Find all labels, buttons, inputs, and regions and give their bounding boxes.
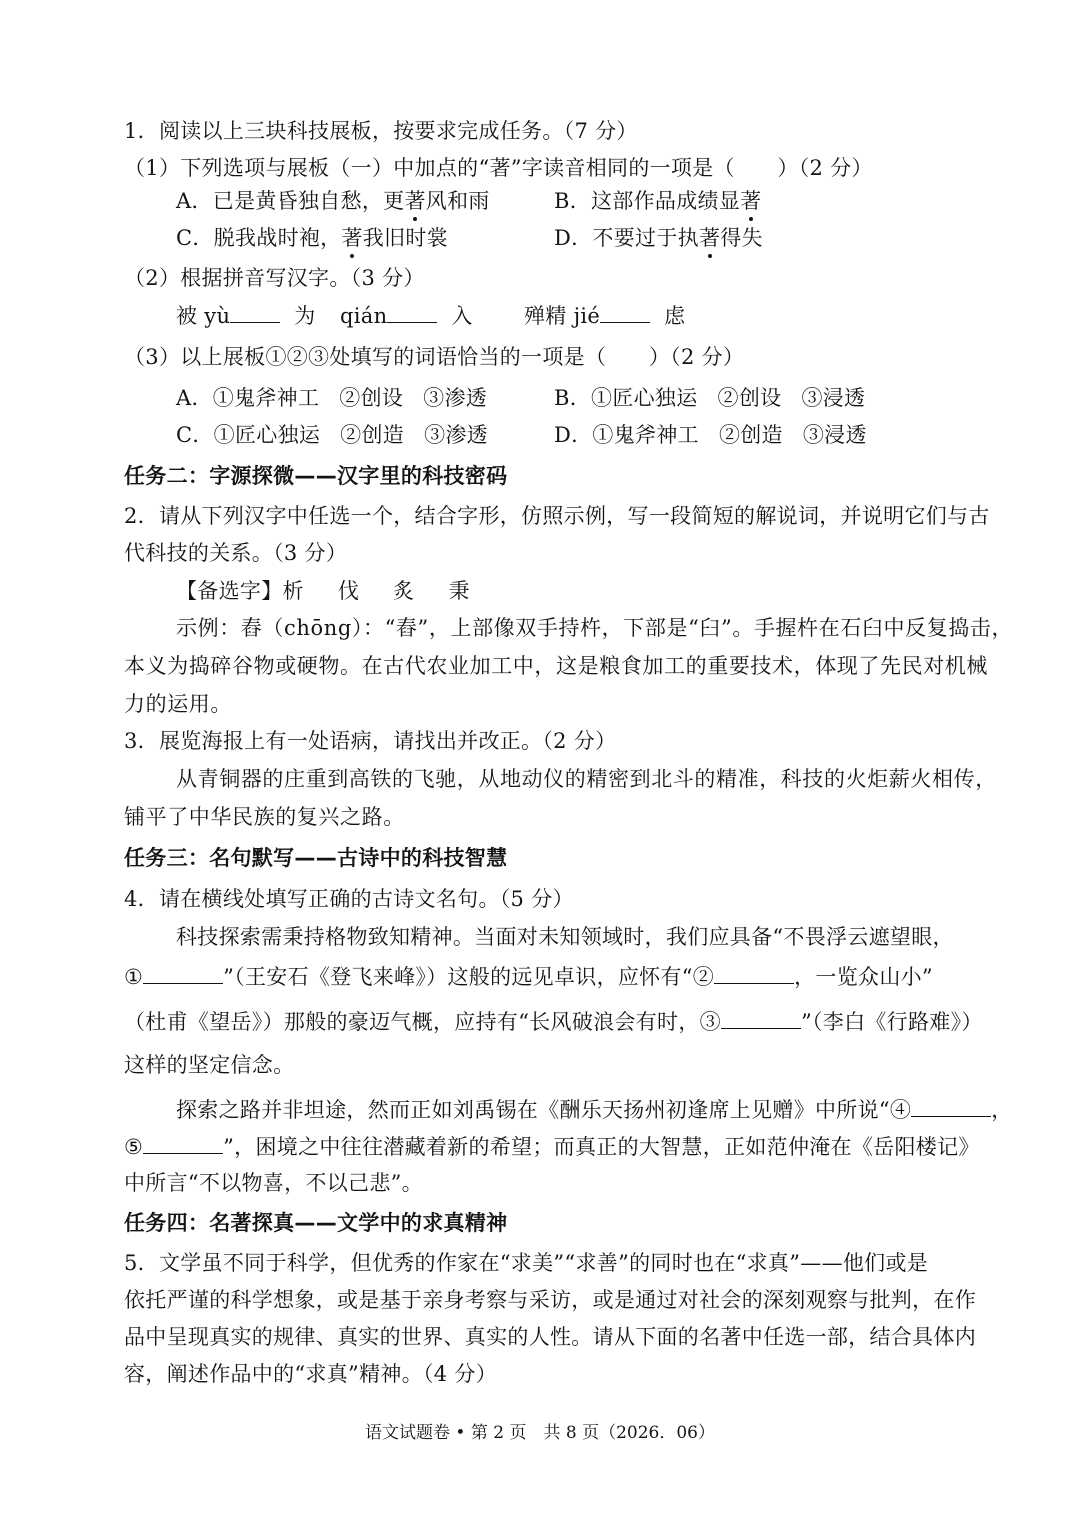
option-text: ②创造 [718, 423, 783, 447]
option-1-3-a [176, 383, 487, 413]
task-2-heading: 任务二：字源探微——汉字里的科技密码 [124, 464, 508, 488]
question-1-stem: 1．阅读以上三块科技展板，按要求完成任务。（7 分） [124, 119, 638, 143]
pinyin-item-3 [524, 301, 685, 331]
task-4-heading: 任务四：名著探真——文学中的求真精神 [124, 1211, 508, 1235]
question-4-p1-line-3 [124, 1007, 983, 1037]
option-text: D．①鬼斧神工 [554, 423, 699, 447]
example-line-1: 示例：舂（chōng）：“舂”，上部像双手持杵，下部是“臼”。手握杵在石臼中反复捣击， [176, 616, 1014, 640]
example-line-2: 本义为捣碎谷物或硬物。在古代农业加工中，这是粮食加工的重要技术，体现了先民对机械 [124, 654, 988, 678]
candidate-characters [176, 576, 470, 606]
question-5-line-1: 5．文学虽不同于科学，但优秀的作家在“求美”“求善”的同时也在“求真”——他们或是 [124, 1251, 929, 1275]
answer-blank[interactable] [230, 302, 280, 323]
option-text: 我旧时裳 [362, 226, 448, 250]
question-4-p1-line-4: 这样的坚定信念。 [124, 1053, 295, 1077]
answer-blank[interactable] [143, 1133, 223, 1154]
option-text: A．已是黄昏独自愁，更 [176, 189, 405, 213]
candidate-char: 炙 [393, 579, 415, 603]
question-4-p1-line-1: 科技探索需秉持格物致知精神。当面对未知领域时，我们应具备“不畏浮云遮望眼， [176, 925, 954, 949]
option-text: A．①鬼斧神工 [176, 386, 320, 410]
option-text: C．①匠心独运 [176, 423, 321, 447]
passage-text: （杜甫《望岳》）那般的豪迈气概，应持有“长风破浪会有时，③ [124, 1010, 721, 1034]
question-5-line-3: 品中呈现真实的规律、真实的世界、真实的人性。请从下面的名著中任选一部，结合具体内 [124, 1325, 976, 1349]
passage-text: ”（李白《行路难》） [800, 1010, 983, 1034]
blank-number: ① [124, 965, 144, 989]
answer-blank[interactable] [721, 1008, 801, 1029]
question-4-stem: 4．请在横线处填写正确的古诗文名句。（5 分） [124, 887, 574, 911]
passage-text: ”，困境之中往往潜藏着新的希望；而真正的大智慧，正如范仲淹在《岳阳楼记》 [223, 1135, 980, 1159]
question-4-p2-line-2 [124, 1132, 980, 1162]
example-line-3: 力的运用。 [124, 692, 232, 716]
option-1-3-b [554, 383, 865, 413]
answer-blank[interactable] [911, 1096, 991, 1117]
question-1-3-stem: （3）以上展板①②③处填写的词语恰当的一项是（ ）（2 分） [124, 345, 745, 369]
answer-blank[interactable] [387, 302, 437, 323]
task-3-heading: 任务三：名句默写——古诗中的科技智慧 [124, 846, 508, 870]
dotted-char: 著 [699, 223, 720, 253]
pinyin-text: 为 [294, 304, 316, 328]
passage-text: 探索之路并非坦途，然而正如刘禹锡在《酬乐天扬州初逢席上见赠》中所说“④ [176, 1098, 912, 1122]
candidate-label: 【备选字】析 [176, 579, 304, 603]
pinyin-text: 被 yù [176, 304, 231, 328]
option-1-3-d [554, 420, 867, 450]
answer-blank[interactable] [714, 963, 794, 984]
option-1-1-d [554, 223, 763, 253]
option-text: ③渗透 [423, 386, 488, 410]
candidate-char: 伐 [337, 579, 360, 603]
blank-number: ⑤ [124, 1135, 144, 1159]
question-4-p1-line-2 [124, 962, 933, 992]
candidate-char: 秉 [448, 579, 470, 603]
option-text: D．不要过于执 [554, 226, 699, 250]
option-text: ②创设 [717, 386, 782, 410]
option-text: B．这部作品成绩显 [554, 189, 741, 213]
option-1-1-a [176, 186, 490, 216]
pinyin-item-2 [340, 301, 473, 331]
option-1-1-c [176, 223, 448, 253]
question-5-line-4: 容，阐述作品中的“求真”精神。（4 分） [124, 1362, 498, 1386]
passage-text: ，一览众山小” [794, 965, 933, 989]
option-text: ②创设 [339, 386, 404, 410]
question-1-1-stem: （1）下列选项与展板（一）中加点的“著”字读音相同的一项是（ ）（2 分） [124, 156, 873, 180]
question-1-2-stem: （2）根据拼音写汉字。（3 分） [124, 266, 425, 290]
question-4-p2-line-1 [176, 1095, 1013, 1125]
pinyin-item-1 [176, 301, 316, 331]
option-text: C．脱我战时袍， [176, 226, 342, 250]
question-5-line-2: 依托严谨的科学想象，或是基于亲身考察与采访，或是通过对社会的深刻观察与批判，在作 [124, 1288, 976, 1312]
question-4-p2-line-3: 中所言“不以物喜，不以己悲”。 [124, 1171, 423, 1195]
answer-blank[interactable] [143, 963, 223, 984]
passage-text: ， [991, 1098, 1013, 1122]
option-text: ③浸透 [801, 386, 866, 410]
dotted-char: 著 [341, 223, 362, 253]
answer-blank[interactable] [600, 302, 650, 323]
pinyin-text: 入 [451, 304, 473, 328]
option-text: ③浸透 [802, 423, 867, 447]
pinyin-text: 虑 [664, 304, 686, 328]
question-3-line-1: 从青铜器的庄重到高铁的飞驰，从地动仪的精密到北斗的精准，科技的火炬薪火相传， [176, 767, 997, 791]
dotted-char: 著 [740, 186, 761, 216]
question-3-stem: 3．展览海报上有一处语病，请找出并改正。（2 分） [124, 729, 617, 753]
page-footer: 语文试题卷 • 第 2 页 共 8 页（2026．06） [365, 1423, 715, 1443]
dotted-char: 著 [404, 186, 425, 216]
option-text: ③渗透 [424, 423, 488, 447]
question-3-line-2: 铺平了中华民族的复兴之路。 [124, 805, 405, 829]
option-1-1-b [554, 186, 761, 216]
passage-text: ”（王安石《登飞来峰》）这般的远见卓识，应怀有“② [223, 965, 715, 989]
pinyin-text: qián [340, 304, 388, 328]
option-text: ②创造 [340, 423, 405, 447]
question-2-line-2: 代科技的关系。（3 分） [124, 541, 348, 565]
pinyin-text: 殚精 jié [524, 304, 601, 328]
option-1-3-c [176, 420, 488, 450]
option-text: B．①匠心独运 [554, 386, 698, 410]
question-2-line-1: 2．请从下列汉字中任选一个，结合字形，仿照示例，写一段简短的解说词，并说明它们与古 [124, 504, 990, 528]
option-text: 风和雨 [425, 189, 490, 213]
option-text: 得失 [720, 226, 763, 250]
